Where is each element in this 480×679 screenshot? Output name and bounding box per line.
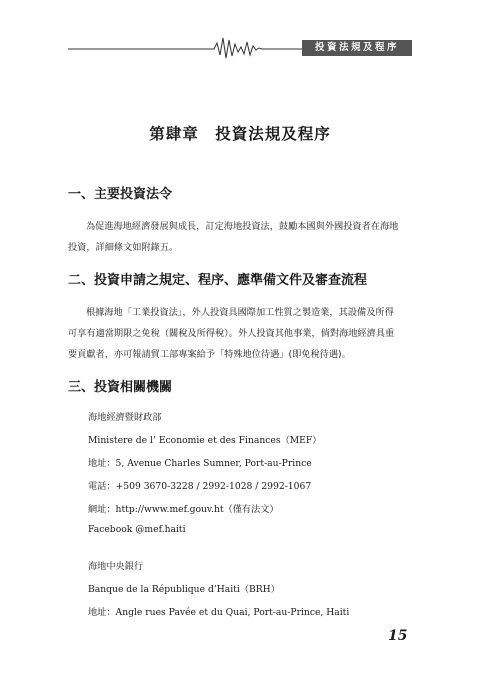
agency-name-zh: 海地中央銀行: [88, 561, 144, 572]
paragraph-line: 可享有適當期限之免稅（關稅及所得稅）。外人投資其他事業，倘對海地經濟具重: [68, 328, 395, 339]
agency-name-fr: Banque de la République d’Haiti（BRH）: [88, 584, 280, 595]
agency-website: 網址：http://www.mef.gouv.ht（僅有法文）: [88, 504, 279, 515]
agency-phone: 電話：+509 3670-3228 / 2992-1028 / 2992-1067: [88, 481, 312, 492]
section-2-paragraph: [68, 302, 414, 365]
page-number: 15: [388, 628, 408, 644]
agency-address: 地址：Angle rues Pavée et du Quai, Port-au-Prince, Haiti: [88, 607, 350, 618]
paragraph-line: 根據海地「工業投資法」，外人投資具國際加工性質之製造業，其設備及所得: [86, 307, 394, 318]
agency-name-fr: Ministere de l’ Economie et des Finances（MEF）: [88, 435, 322, 446]
paragraph-line: 為促進海地經濟發展與成長，訂定海地投資法，鼓勵本國與外國投資者在海地: [86, 221, 399, 232]
running-title: 投資法規及程序: [302, 40, 412, 56]
section-heading-1: 一、主要投資法令: [68, 187, 173, 202]
chapter-title: 第肆章 投資法規及程序: [149, 124, 331, 143]
agency-address: 地址：5, Avenue Charles Sumner, Port-au-Prince: [88, 458, 312, 469]
paragraph-line: 要貢獻者，亦可報請貿工部專案給予「特殊地位待遇」(即免稅待遇)。: [68, 349, 351, 360]
agency-facebook: Facebook @mef.haiti: [88, 524, 186, 535]
section-heading-2: 二、投資申請之規定、程序、應準備文件及審查流程: [68, 273, 368, 288]
agency-name-zh: 海地經濟暨財政部: [88, 412, 162, 423]
heartbeat-line-decoration: [0, 0, 480, 70]
paragraph-line: 投資，詳細條文如附錄五。: [68, 242, 179, 253]
section-1-paragraph: [68, 216, 414, 258]
section-heading-3: 三、投資相關機關: [68, 380, 173, 395]
